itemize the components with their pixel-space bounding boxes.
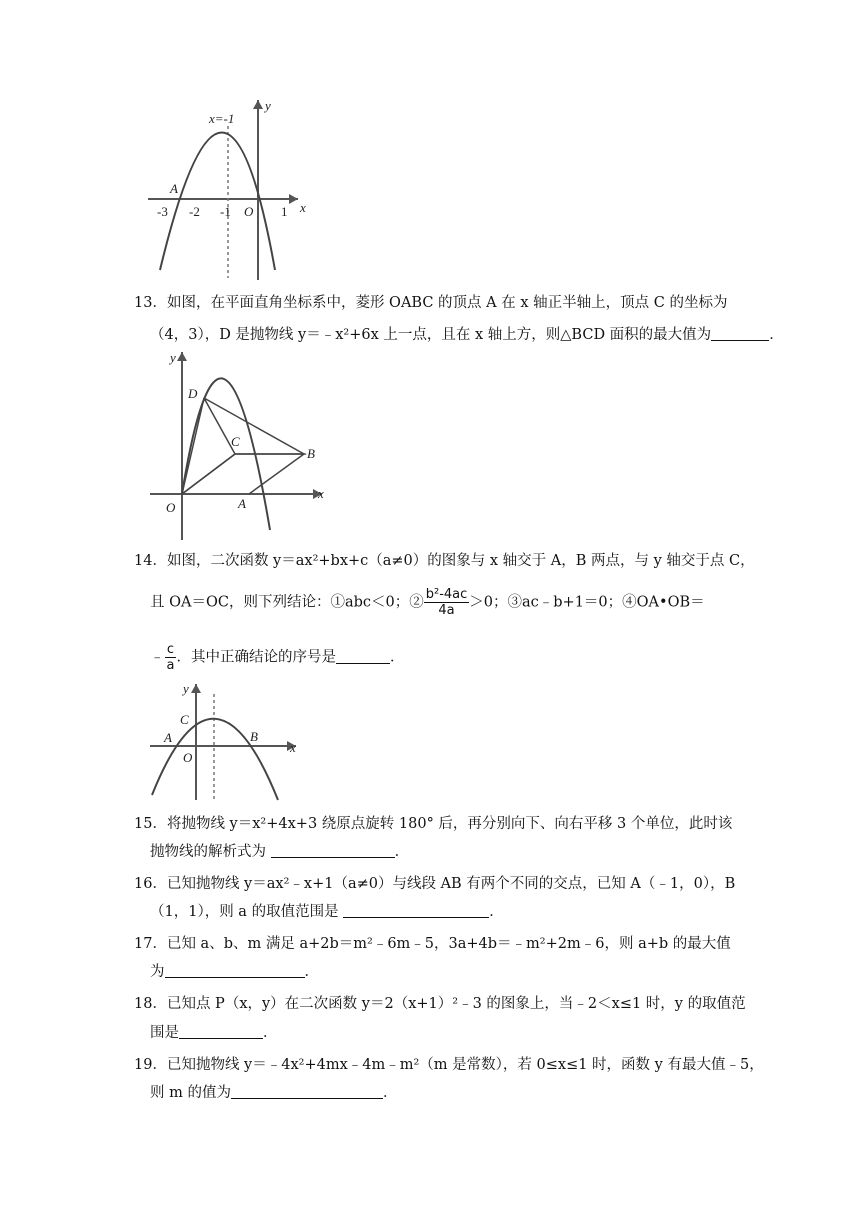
q12-point-a: A (170, 181, 178, 196)
q13-end: ． (769, 327, 784, 343)
q14-label-o: O (183, 750, 193, 765)
q14-end: ． (389, 649, 405, 666)
q18-text-2: 围是 (150, 1025, 179, 1041)
q13-text-1: 如图，在平面直角坐标系中，菱形 OABC 的顶点 A 在 x 轴正半轴上，顶点 C 的坐标为 (166, 295, 728, 311)
q16-text-1: 已知抛物线 y＝ax²﹣x+1（a≠0）与线段 AB 有两个不同的交点，已知 A（﹣1，0），B (166, 876, 736, 892)
q14-label-c: C (180, 712, 189, 727)
q12-sym-label: x=-1 (209, 111, 235, 126)
q19-end: ． (382, 1085, 398, 1101)
q19-line1 (134, 1055, 764, 1075)
q16-line1 (134, 874, 735, 894)
q14-label-b: B (250, 729, 258, 744)
q15-text-2: 抛物线的解析式为 (150, 844, 266, 860)
q16-answer-blank[interactable] (343, 903, 489, 918)
q12-origin: O (244, 204, 254, 219)
q13-label-c: C (231, 434, 240, 449)
q14-text-1: 如图，二次函数 y＝ax²+bx+c（a≠0）的图象与 x 轴交于 A，B 两点，与 y 轴交于点 C， (166, 553, 755, 569)
q15-end: ． (394, 844, 410, 860)
q19-text-1: 已知抛物线 y＝﹣4x²+4mx﹣4m﹣m²（m 是常数），若 0≤x≤1 时，函数 y 有最大值﹣5， (166, 1057, 764, 1073)
q18-line2 (150, 1023, 278, 1043)
q18-text-1: 已知点 P（x，y）在二次函数 y＝2（x+1）²﹣3 的图象上，当﹣2＜x≤1 时，y 的取值范 (166, 996, 746, 1012)
q12-tick-m2: -2 (189, 204, 200, 219)
q15-line2 (150, 842, 409, 862)
q14-frac1-num: b²-4ac (425, 587, 468, 602)
q14-label-a: A (164, 730, 172, 745)
q17-text-2: 为 (150, 964, 165, 980)
q14-frac2-den: a (166, 658, 175, 673)
q15-number: 15． (134, 816, 167, 832)
q13-y-label: y (170, 350, 176, 365)
q19-text-2: 则 m 的值为 (150, 1085, 231, 1101)
q18-line1 (134, 994, 746, 1014)
q17-end: ． (304, 964, 319, 980)
q13-label-b: B (307, 446, 315, 461)
q12-y-label: y (265, 98, 271, 113)
q14-text-2b: ＞0；③ac﹣b+1＝0；④OA•OB＝ (469, 594, 705, 611)
q13-label-o: O (166, 500, 176, 515)
q17-number: 17． (134, 936, 167, 952)
q15-text-1: 将抛物线 y＝x²+4x+3 绕原点旋转 180° 后，再分别向下、向右平移 3 个单位，此时该 (166, 816, 733, 832)
q18-answer-blank[interactable] (179, 1024, 263, 1039)
q16-end: ． (489, 904, 504, 920)
q16-number: 16． (134, 876, 167, 892)
q14-text-2a: 且 OA＝OC，则下列结论：①abc＜0；② (150, 594, 424, 611)
q18-end: ． (263, 1025, 278, 1041)
q14-y-label: y (183, 681, 189, 696)
q15-answer-blank[interactable] (271, 843, 395, 858)
q12-tick-m1: -1 (220, 204, 231, 219)
q19-line2 (150, 1083, 397, 1103)
q13-number: 13． (134, 295, 167, 311)
q19-answer-blank[interactable] (231, 1084, 383, 1099)
q12-x-label: x (300, 200, 306, 215)
q18-number: 18． (134, 996, 167, 1012)
q13-label-a: A (238, 496, 246, 511)
q12-tick-m3: -3 (157, 204, 168, 219)
q14-x-label: x (290, 740, 296, 755)
q14-text-3: ．其中正确结论的序号是 (176, 649, 336, 666)
q14-frac1-den: 4a (438, 603, 455, 618)
q13-x-label: x (318, 486, 324, 501)
q16-line2 (150, 902, 504, 922)
q14-y-axis (191, 684, 201, 800)
q12-tick-1: 1 (281, 204, 288, 219)
q15-line1 (134, 814, 732, 834)
q17-line1 (134, 934, 731, 954)
q14-number: 14． (134, 553, 167, 569)
q19-number: 19． (134, 1057, 167, 1073)
q16-text-2: （1，1），则 a 的取值范围是 (150, 904, 339, 920)
q17-answer-blank[interactable] (165, 963, 305, 978)
q14-minus: ﹣ (150, 649, 165, 666)
q17-text-1: 已知 a、b、m 满足 a+2b＝m²﹣6m﹣5，3a+4b＝﹣m²+2m﹣6，则 a+b 的最大值 (166, 936, 731, 952)
q13-label-d: D (188, 386, 198, 401)
q17-line2 (150, 962, 319, 982)
q13-text-2: （4，3），D 是抛物线 y＝﹣x²+6x 上一点，且在 x 轴上方，则△BCD 面积的最大值为 (150, 327, 712, 343)
q14-frac2-num: c (165, 642, 177, 658)
